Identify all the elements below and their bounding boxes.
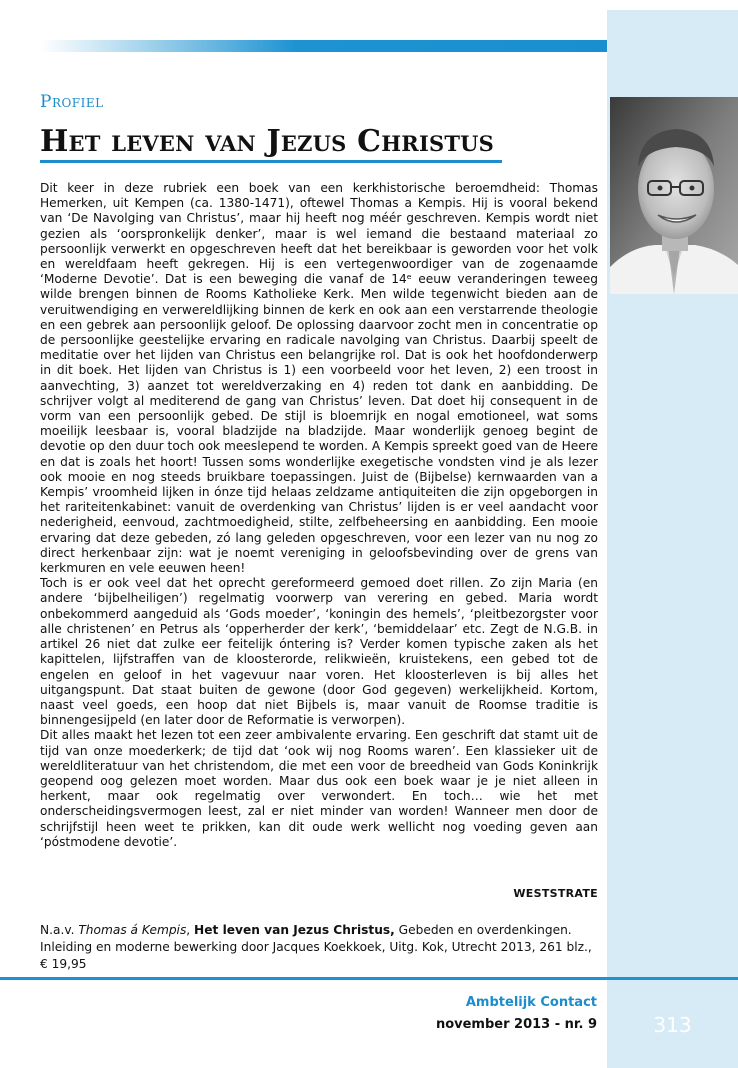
author-photo [610,97,738,294]
source-author: Thomas á Kempis [78,923,187,937]
source-prefix: N.a.v. [40,923,79,937]
publication-name: Ambtelijk Contact [465,995,597,1010]
body-paragraph-2: Toch is er ook veel dat het oprecht gereformeerd gemoed doet rillen. Zo zijn Maria (en andere ‘bijbelheiligen’) regelmatig voorwerp van verering en gebed. Maria wordt onbekommerd aangeduid als ‘Gods moeder’, ‘koningin des hemels’, ‘pleitbezorgster voor alle christenen’ en Petrus als ‘opperherder der kerk’, ‘bemiddelaar’ etc. Zegt de N.G.B. in artikel 26 niet dat zulke eer feitelijk óntering is? Verder komen typische zaken als het kapittelen, lijfstraffen van de kloosterorde, relikwieën, kruistekens, een gebed tot de engelen en geloof in het vagevuur naar voren. Het kloosterleven is bij alles het uitgangspunt. Dat staat buiten de gewone (door God gegeven) werkelijkheid. Kortom, naast veel goeds, een hoop dat niet Bijbels is, maar vanuit de Roomse traditie is binnengesijpeld (en later door de Reformatie is verworpen). [40,576,598,728]
article-body [40,181,598,850]
section-label: Profiel [40,92,104,112]
issue-info: november 2013 - nr. 9 [435,1017,597,1032]
page-number: 313 [653,1013,692,1037]
top-gradient-bar [40,40,607,52]
portrait-image [610,97,738,294]
source-sep: , [186,923,195,937]
source-details: Gebeden en overdenkingen. Inleiding en moderne bewerking door Jacques Koekkoek, Uitg. Kok, Utrecht 2013, 261 blz., € 19,95 [40,923,592,971]
footer-rule [0,977,738,980]
book-reference [40,922,598,973]
body-paragraph-3: Dit alles maakt het lezen tot een zeer ambivalente ervaring. Een geschrift dat stamt uit de tijd van onze moederkerk; de tijd dat ‘ook wij nog Rooms waren’. Een klassieker uit de wereldliteratuur van het christendom, die met een voor de breedheid van Gods Koninkrijk geopend oog gelezen moet worden. Maar dus ook een boek waar je je niet alleen in herkent, maar ook regelmatig over verwondert. En toch… wie het met onderscheidingsvermogen leest, zal er niet minder van worden! Wanneer men door de schrijfstijl heen weet te prikken, kan dit oude werk wellicht nog voeding geven aan ‘póstmodene devotie’. [40,728,598,849]
article-title: Het leven van Jezus Christus [40,124,495,159]
body-paragraph-1: Dit keer in deze rubriek een boek van een kerkhistorische beroemdheid: Thomas Hemerken, uit Kempen (ca. 1380-1471), oftewel Thomas a Kempis. Hij is vooral bekend van ‘De Navolging van Christus’, maar hij heeft nog méér geschreven. Kempis wordt niet gezien als ‘oorspronkelijk denker’, maar is wel iemand die bestaand materiaal zo persoonlijk verwerkt en opgeschreven heeft dat het bereikbaar is geworden voor het volk en wereldfaam heeft gekregen. Hij is een vertegenwoordiger van de zogenaamde ‘Moderne Devotie’. Dat is een beweging die vanaf de 14ᵉ eeuw veranderingen teweeg wilde brengen binnen de Rooms Katholieke Kerk. Men wilde tegenwicht bieden aan de veruitwendiging en verwereldlijking binnen de kerk en ook aan een verstarrende theologie en een gebrek aan persoonlijk geloof. De oplossing daarvoor zocht men in concentratie op de persoonlijke geestelijke ervaring en radicale navolging van Christus. Daarbij speelt de meditatie over het lijden van Christus een belangrijke rol. Dat is ook het hoofdonderwerp in dit boek. Het lijden van Christus is 1) een voorbeeld voor het leven, 2) een troost in aanvechting, 3) aanzet tot wereldverzaking en 4) reden tot dank en aanbidding. De schrijver volgt al mediterend de gang van Christus’ leven. Dat doet hij consequent in de vorm van een persoonlijk gebed. De stijl is bloemrijk en nogal emotioneel, wat soms moeilijk leesbaar is, vooral bladzijde na bladzijde. Maar wonderlijk genoeg begint de devotie op den duur toch ook meeslepend te worden. A Kempis spreekt goed van de Heere en dat is zoals het hoort! Tussen soms wonderlijke exegetische vondsten vind je als lezer ook mooie en nog steeds bruikbare toepassingen. Juist de (Bijbelse) kernwaarden van a Kempis’ vroomheid lijken in ónze tijd helaas zeldzame antiquiteiten die zijn opgeborgen in het rariteitenkabinet: vanuit de overdenking van Christus’ lijden is er veel aandacht voor nederigheid, eenvoud, zachtmoedigheid, stilte, zelfbeheersing en aanbidding. Een mooie ervaring dat deze gebeden, zó lang geleden opgeschreven, voor een lezer van nu nog zo direct herkenbaar zijn: wat je noemt vereniging in geloofsbevinding over de grens van kerkmuren en vele eeuwen heen! [40,181,598,576]
source-book-title: Het leven van Jezus Christus, [194,923,395,937]
author-signature: WESTSTRATE [513,887,598,900]
title-underline [40,160,502,163]
